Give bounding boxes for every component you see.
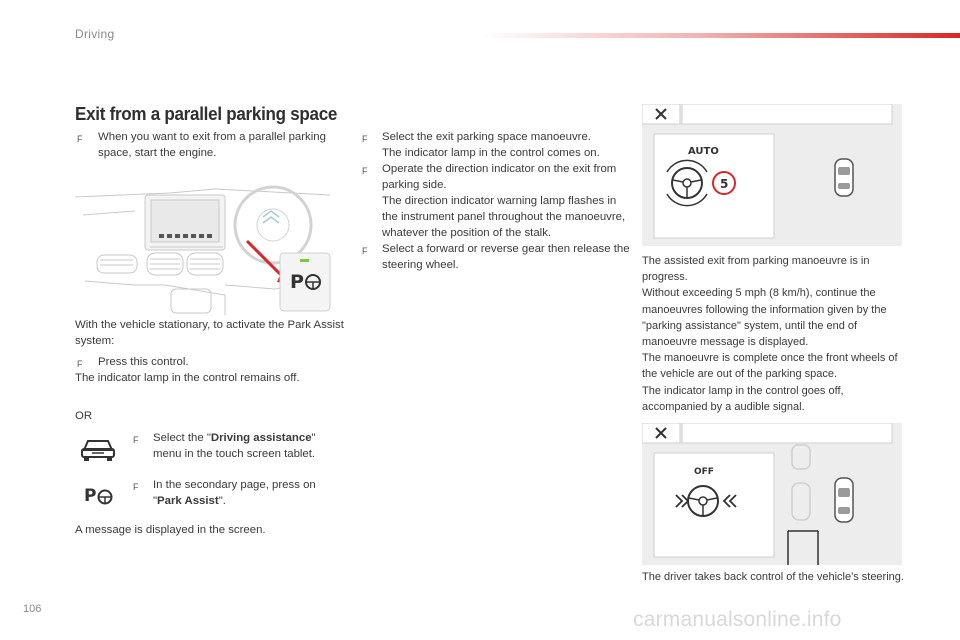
select-driving-assistance (131, 430, 341, 462)
step-select-gear: Select a forward or reverse gear then release the steering wheel. (382, 243, 630, 271)
off-mode-screen (642, 423, 902, 565)
col1-intro (75, 129, 335, 161)
page-number: 106 (23, 603, 42, 615)
park-assist-icon (84, 484, 114, 506)
or-label: OR (75, 410, 93, 422)
step-number: 5 (720, 177, 729, 191)
bullet-icon: F (362, 246, 368, 256)
page-title: Exit from a parallel parking space (75, 103, 338, 124)
driver-control-text: The driver takes back control of the vehicle's steering. (642, 571, 904, 583)
press-result: The indicator lamp in the control remains off. (75, 372, 300, 384)
press-text: Press this control. (98, 356, 189, 368)
header-accent-bar (480, 33, 960, 38)
watermark: carmanualsonline.info (633, 608, 842, 631)
step-direction-indicator-detail: The direction indicator warning lamp flashes in the instrument panel throughout the manoeuvre, whatever the position of the stalk. (382, 195, 626, 239)
exit-progress-text (642, 253, 912, 415)
secondary-prefix: In the secondary page, press on " (153, 479, 316, 507)
secondary-page-instruction (131, 477, 341, 509)
bullet-icon: F (133, 435, 139, 445)
exiting-car-icon (835, 478, 853, 522)
dashboard-illustration (75, 185, 335, 315)
select-suffix: " menu in the touch screen tablet. (153, 432, 316, 460)
select-prefix: Select the " (153, 432, 211, 444)
off-label: OFF (694, 467, 714, 477)
bullet-icon: F (362, 134, 368, 144)
stationary-text: With the vehicle stationary, to activate the Park Assist system: (75, 319, 344, 347)
bullet-icon: F (362, 166, 368, 176)
svg-text:P: P (290, 271, 304, 293)
col2-steps (360, 129, 630, 273)
car-icon (80, 436, 116, 462)
bullet-icon: F (77, 134, 83, 144)
auto-mode-screen (642, 104, 902, 246)
driving-assistance-menu-name: Driving assistance (210, 432, 312, 444)
step-direction-indicator: Operate the direction indicator on the exit from parking side. (382, 163, 617, 191)
exit-line-3: The manoeuvre is complete once the front wheels of the vehicle are out of the parking space. (642, 352, 898, 381)
exit-line-4: The indicator lamp in the control goes off, accompanied by a audible signal. (642, 384, 844, 413)
message-text: A message is displayed in the screen. (75, 524, 266, 536)
intro-text: When you want to exit from a parallel parking space, start the engine. (98, 131, 326, 159)
bullet-icon: F (133, 482, 139, 492)
park-assist-name: Park Assist (157, 495, 219, 507)
exit-line-2: Without exceeding 5 mph (8 km/h), continue the manoeuvres following the information given by the "parking assistance" system, until the end of manoeuvre message is displayed. (642, 287, 887, 349)
secondary-suffix: ". (218, 495, 226, 507)
bullet-icon: F (77, 359, 83, 369)
svg-text:P: P (84, 486, 97, 506)
step-select-exit-detail: The indicator lamp in the control comes on. (382, 147, 600, 159)
step-select-exit: Select the exit parking space manoeuvre. (382, 131, 591, 143)
section-label: Driving (75, 27, 115, 41)
exit-line-1: The assisted exit from parking manoeuvre is in progress. (642, 255, 870, 284)
press-block (75, 354, 345, 386)
auto-label: AUTO (688, 146, 719, 157)
parked-car-icon (835, 159, 853, 196)
